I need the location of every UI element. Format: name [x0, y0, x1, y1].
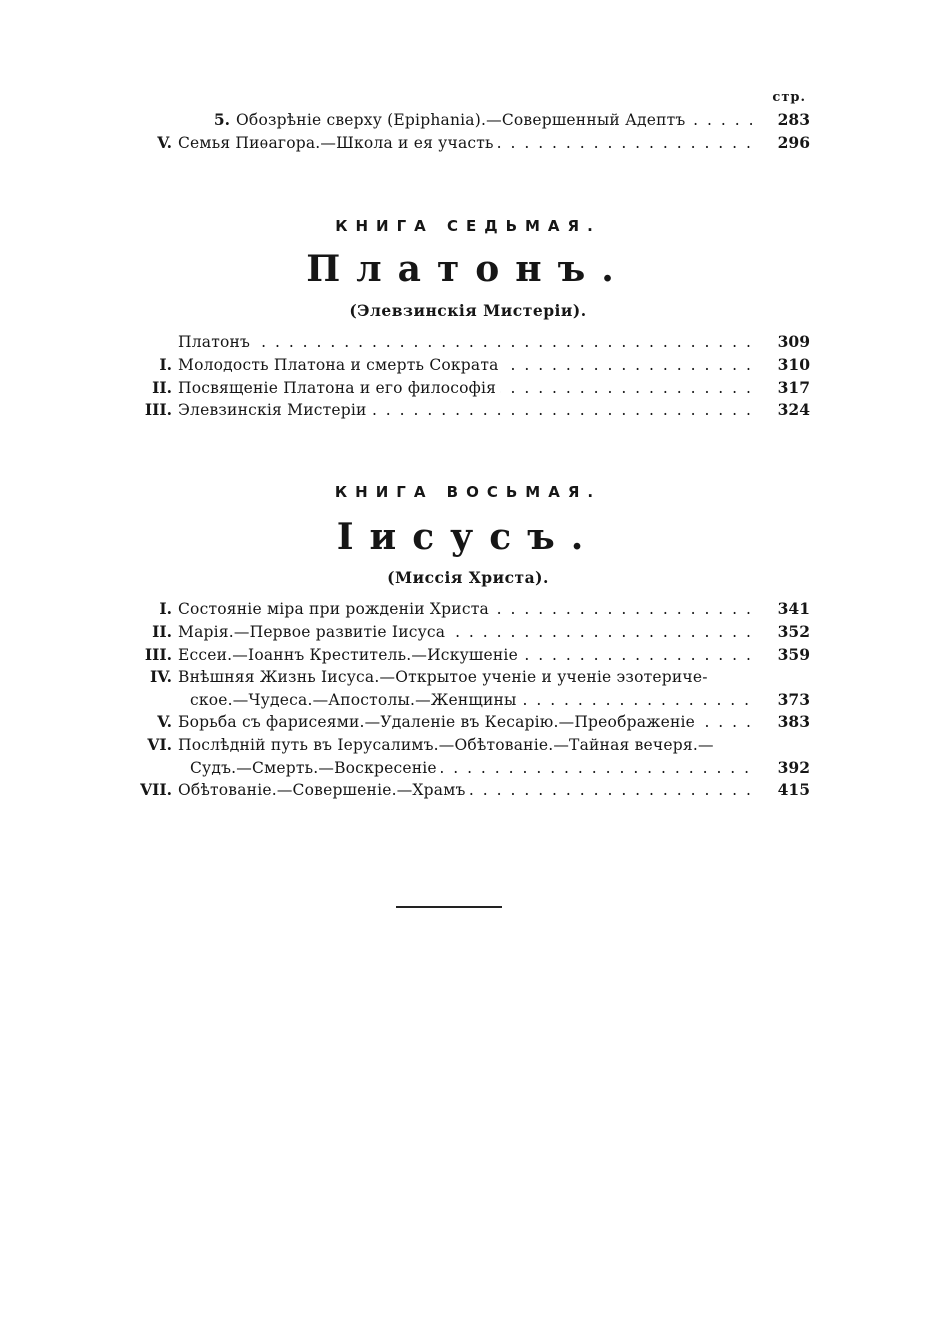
entry-page: 283 — [777, 110, 810, 129]
entry-number: I. — [159, 355, 172, 374]
toc-entry — [120, 621, 810, 643]
entry-number: VII. — [140, 780, 172, 799]
entry-title: Борьба съ фарисеями.—Удаленіе въ Кесарію.—Преображеніе . . . — [178, 711, 752, 733]
entry-page: 415 — [777, 780, 810, 799]
entry-number: V. — [157, 712, 172, 731]
entry-title: Марія.—Первое развитіе Іисуса . . . — [178, 621, 752, 643]
toc-entry — [120, 644, 810, 666]
book-eight-title: Іисусъ. — [336, 516, 600, 558]
entry-page: 296 — [777, 133, 810, 152]
entry-page: 310 — [777, 355, 810, 374]
entry-title: Элевзинскія Мистеріи . . . — [178, 399, 752, 421]
entry-number: VI. — [147, 735, 172, 754]
toc-entry — [120, 779, 810, 801]
toc-entry — [120, 734, 810, 756]
entry-title: Внѣшняя Жизнь Іисуса.—Открытое ученіе и ученіе эзотериче- — [178, 666, 770, 688]
toc-entry — [120, 711, 810, 733]
toc-entry — [120, 377, 810, 399]
entry-page: 383 — [777, 712, 810, 731]
page-column-header: стр. — [772, 90, 806, 105]
entry-page: 352 — [777, 622, 810, 641]
toc-entry — [120, 132, 810, 154]
entry-number: III. — [144, 645, 172, 664]
book-seven-label: КНИГА СЕДЬМАЯ. — [335, 217, 601, 235]
entry-number: V. — [157, 133, 172, 152]
book-seven-subtitle: (Элевзинскія Мистеріи). — [349, 301, 587, 320]
toc-entry — [120, 109, 810, 131]
entry-number: 5. — [213, 110, 230, 129]
entry-page: 309 — [777, 332, 810, 351]
entry-title: Послѣдній путь въ Іерусалимъ.—Обѣтованіе.—Тайная вечеря.— — [178, 734, 770, 756]
entry-title: Обозрѣніе сверху (Epiphania).—Совершенный Адептъ . . . — [236, 109, 752, 131]
toc-entry — [120, 331, 810, 353]
entry-page: 317 — [777, 378, 810, 397]
entry-number: II. — [152, 622, 172, 641]
closing-rule — [396, 906, 502, 908]
toc-entry — [120, 354, 810, 376]
entry-number: II. — [152, 378, 172, 397]
toc-entry-continuation — [120, 757, 810, 779]
entry-page: 373 — [777, 690, 810, 709]
entry-title: Посвященіе Платона и его философія . . . — [178, 377, 752, 399]
book-seven-title: Платонъ. — [306, 248, 630, 290]
book-eight-subtitle: (Миссія Христа). — [387, 568, 549, 587]
entry-title: ское.—Чудеса.—Апостолы.—Женщины . . . — [190, 689, 752, 711]
entry-page: 392 — [777, 758, 810, 777]
entry-page: 324 — [777, 400, 810, 419]
entry-title: Платонъ . . . — [178, 331, 752, 353]
toc-entry — [120, 666, 810, 688]
entry-page: 359 — [777, 645, 810, 664]
entry-number: I. — [159, 599, 172, 618]
entry-title: Состояніе міра при рожденіи Христа . . . — [178, 598, 752, 620]
entry-title: Ессеи.—Іоаннъ Креститель.—Искушеніе . . . — [178, 644, 752, 666]
entry-number: IV. — [150, 667, 172, 686]
entry-page: 341 — [777, 599, 810, 618]
entry-number: III. — [144, 400, 172, 419]
book-eight-label: КНИГА ВОСЬМАЯ. — [334, 483, 602, 501]
entry-title: Судъ.—Смерть.—Воскресеніе . . . — [190, 757, 752, 779]
entry-title: Семья Пиѳагора.—Школа и ея участь . . . — [178, 132, 752, 154]
entry-title: Обѣтованіе.—Совершеніе.—Храмъ . . . — [178, 779, 752, 801]
toc-entry — [120, 399, 810, 421]
entry-title: Молодость Платона и смерть Сократа . . . — [178, 354, 752, 376]
toc-entry-continuation — [120, 689, 810, 711]
toc-entry — [120, 598, 810, 620]
